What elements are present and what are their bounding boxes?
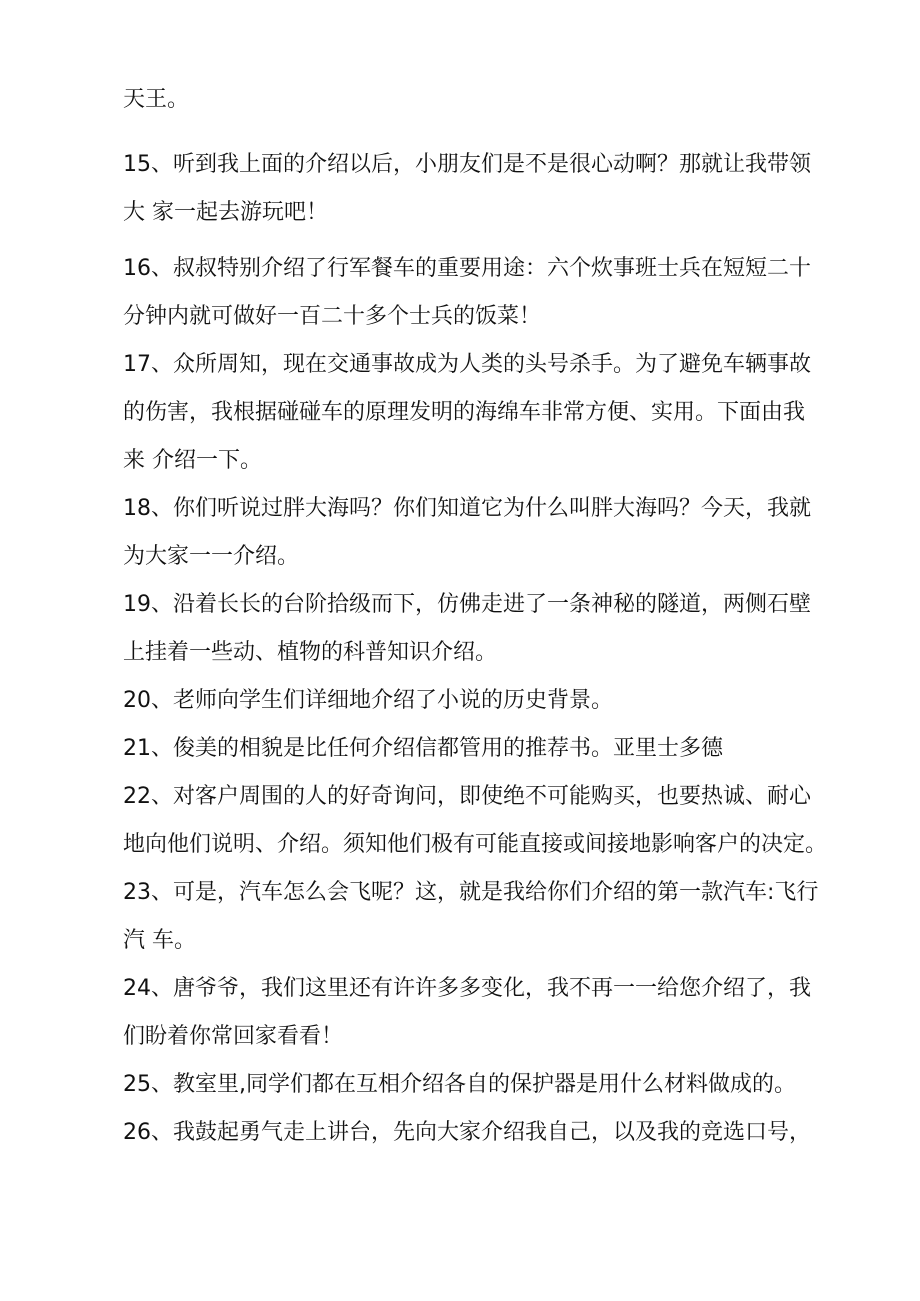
text-line: 18、你们听说过胖大海吗？你们知道它为什么叫胖大海吗？今天，我就	[123, 496, 811, 521]
text-line: 15、听到我上面的介绍以后，小朋友们是不是很心动啊？那就让我带领	[123, 152, 811, 177]
text-line: 17、众所周知，现在交通事故成为人类的头号杀手。为了避免车辆事故	[123, 352, 811, 377]
text-line: 19、沿着长长的台阶拾级而下，仿佛走进了一条神秘的隧道，两侧石壁	[123, 592, 811, 617]
text-line: 16、叔叔特别介绍了行军餐车的重要用途：六个炊事班士兵在短短二十	[123, 256, 811, 281]
text-line: 来 介绍一下。	[123, 448, 262, 473]
text-line: 20、老师向学生们详细地介绍了小说的历史背景。	[123, 688, 613, 713]
text-line: 分钟内就可做好一百二十多个士兵的饭菜！	[123, 304, 542, 329]
text-line: 们盼着你常回家看看！	[123, 1024, 344, 1049]
text-line: 地向他们说明、介绍。须知他们极有可能直接或间接地影响客户的决定。	[123, 832, 828, 857]
text-line: 26、我鼓起勇气走上讲台，先向大家介绍我自己，以及我的竞选口号，	[123, 1120, 811, 1145]
text-line: 的伤害，我根据碰碰车的原理发明的海绵车非常方便、实用。下面由我	[123, 400, 806, 425]
text-line: 24、唐爷爷，我们这里还有许许多多变化，我不再一一给您介绍了，我	[123, 976, 811, 1001]
text-line: 天王。	[123, 87, 190, 112]
text-line: 23、可是，汽车怎么会飞呢？这，就是我给你们介绍的第一款汽车:飞行	[123, 880, 819, 905]
text-line: 大 家一起去游玩吧！	[123, 200, 328, 225]
paragraph-gap	[123, 124, 797, 141]
text-line: 汽 车。	[123, 928, 196, 953]
text-line: 上挂着一些动、植物的科普知识介绍。	[123, 640, 498, 665]
text-line: 为大家一一介绍。	[123, 544, 300, 569]
text-line: 25、教室里,同学们都在互相介绍各自的保护器是用什么材料做成的。	[123, 1072, 796, 1097]
text-line: 21、俊美的相貌是比任何介绍信都管用的推荐书。亚里士多德	[123, 736, 723, 761]
text-line: 22、对客户周围的人的好奇询问，即使绝不可能购买，也要热诚、耐心	[123, 784, 811, 809]
document-page	[123, 76, 828, 1157]
